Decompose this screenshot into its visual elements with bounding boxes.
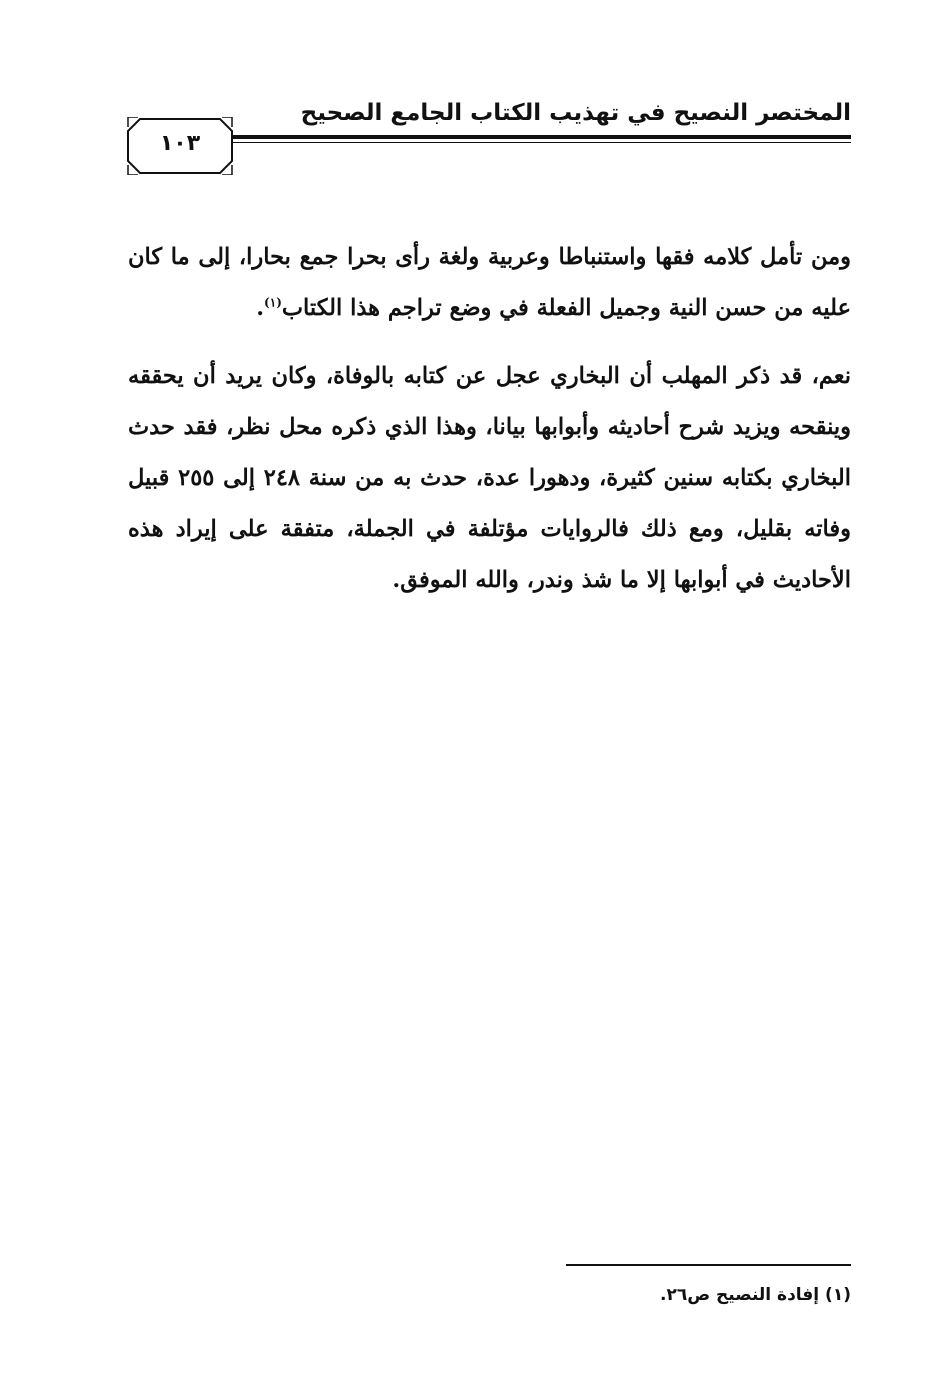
paragraph-1-text: ومن تأمل كلامه فقها واستنباطا وعربية ولغة رأى بحرا جمع بحارا، إلى ما كان عليه من حسن النية وجميل الفعلة في وضع تراجم هذا الكتاب	[128, 244, 851, 321]
header-rule-thin	[232, 142, 851, 143]
page-number-frame	[124, 117, 236, 175]
running-header-title: المختصر النصيح في تهذيب الكتاب الجامع الصحيح	[300, 100, 851, 126]
page-number: ١٠٣	[159, 131, 201, 156]
paragraph-1	[128, 232, 851, 334]
footnote-separator	[566, 1264, 851, 1266]
footnote-reference: (١)	[264, 295, 282, 310]
header-rule-thick	[232, 135, 851, 139]
footnote-1: (١) إفادة النصيح ص٢٦.	[660, 1285, 851, 1305]
paragraph-1-end: .	[256, 295, 265, 321]
paragraph-2: نعم، قد ذكر المهلب أن البخاري عجل عن كتابه بالوفاة، وكان يريد أن يحققه وينقحه ويزيد شرح أحاديثه وأبوابها بيانا، وهذا الذي ذكره محل نظر، فقد حدث البخاري بكتابه سنين كثيرة، ودهورا عدة، حدث به من سنة ٢٤٨ إلى ٢٥٥ قبيل وفاته بقليل، ومع ذلك فالروايات مؤتلفة في الجملة، متفقة على إيراد هذه الأحاديث في أبوابها إلا ما شذ وندر، والله الموفق.	[128, 363, 851, 593]
main-text	[128, 232, 851, 606]
